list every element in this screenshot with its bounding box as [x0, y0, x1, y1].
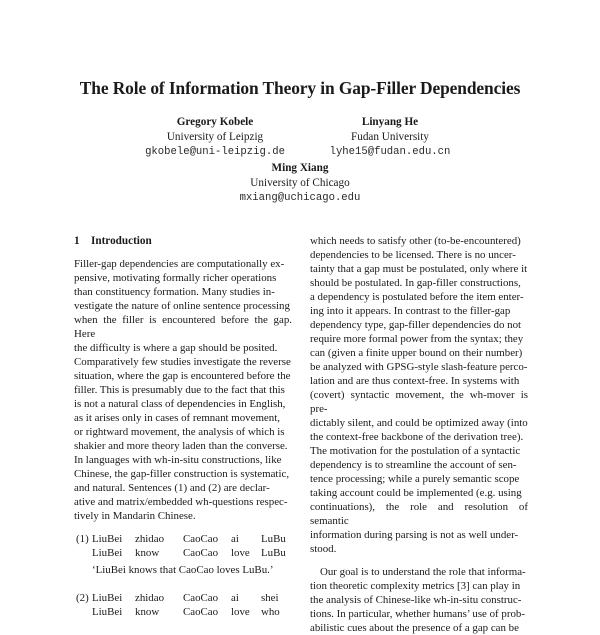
author-name: Ming Xiang [271, 162, 329, 174]
gloss-word: ai [231, 533, 239, 545]
text-line: be analyzed with GPSG-style slash-feature perco- [310, 361, 528, 373]
text-line: when the filler is encountered before the gap. Here [74, 314, 292, 340]
text-line: lation and are thus context-free. In systems with [310, 375, 520, 387]
example-2 [74, 591, 292, 619]
text-line: taking account could be implemented (e.g. using [310, 487, 522, 499]
author-name: Linyang He [361, 116, 419, 128]
author-affiliation: University of Leipzig [166, 131, 264, 143]
right-column [310, 234, 528, 635]
text-line: Filler-gap dependencies are computationally ex- [74, 258, 285, 270]
text-line: than constituency formation. Many studies in- [74, 286, 275, 298]
text-line: tence processing; while a purely semantic scope [310, 473, 520, 485]
example-source-line [92, 532, 292, 546]
example-1 [74, 532, 292, 577]
author-email: lyhe15@fudan.edu.cn [329, 146, 451, 158]
text-line: abilistic cues about the presence of a gap can be [310, 622, 519, 634]
author-block [300, 115, 480, 160]
section-number: 1 [74, 235, 80, 247]
gloss-word: know [135, 547, 160, 559]
author-name: Gregory Kobele [176, 116, 254, 128]
author-affiliation: University of Chicago [250, 177, 350, 189]
gloss-word: LiuBei [92, 592, 123, 604]
text-line: filler. This is presumably due to the fact that this [74, 384, 285, 396]
gloss-word: love [231, 606, 250, 618]
text-line: continuations), the role and resolution of semantic [310, 501, 528, 527]
author-email: mxiang@uchicago.edu [239, 192, 361, 204]
text-line: In languages with wh-in-situ constructions, like [74, 454, 282, 466]
text-line: and natural. Sentences (1) and (2) are declar- [74, 482, 270, 494]
text-line: dependency type, gap-filler dependencies do not [310, 319, 522, 331]
gloss-word: who [261, 606, 280, 618]
paragraph-goal [310, 565, 528, 635]
text-line: should be postulated. In gap-filler constructions, [310, 277, 521, 289]
text-line: a dependency is postulated before the item enter- [310, 291, 524, 303]
gloss-word: ai [231, 592, 239, 604]
gloss-word: LiuBei [92, 533, 123, 545]
author-block [200, 161, 400, 206]
text-line: pensive, motivating formally richer operations [74, 272, 277, 284]
text-line: The motivation for the postulation of a syntactic [310, 445, 521, 457]
gloss-word: zhidao [135, 592, 165, 604]
example-gloss-line [92, 605, 292, 619]
author-block [120, 115, 310, 160]
text-line: tions. In particular, whether humans’ use of prob- [310, 608, 525, 620]
paragraph-continuation [310, 234, 528, 556]
gloss-word: LiuBei [92, 606, 123, 618]
text-line: Chinese, the gap-filler construction is systematic, [74, 468, 290, 480]
text-line: dictably silent, and could be optimized away (into [310, 417, 528, 429]
text-line: stood. [310, 543, 337, 555]
text-line: the difficulty is where a gap should be posited. [74, 342, 278, 354]
gloss-word: zhidao [135, 533, 165, 545]
text-line: the analysis of Chinese-like wh-in-situ construc- [310, 594, 522, 606]
gloss-word: LuBu [261, 547, 286, 559]
text-line: require more formal power from the syntax; they [310, 333, 524, 345]
section-heading [74, 234, 292, 248]
text-line: information during parsing is not as well under- [310, 529, 519, 541]
gloss-word: CaoCao [183, 547, 219, 559]
gloss-word: CaoCao [183, 592, 219, 604]
gloss-word: shei [261, 592, 279, 604]
text-line: which needs to satisfy other (to-be-encountered) [310, 235, 521, 247]
text-line: can (given a finite upper bound on their number) [310, 347, 523, 359]
text-line: tively in Mandarin Chinese. [74, 510, 196, 522]
author-email: gkobele@uni-leipzig.de [145, 146, 285, 158]
section-title: Introduction [91, 235, 152, 247]
text-line: tainty that a gap must be postulated, only where it [310, 263, 528, 275]
text-line: is not a natural class of dependencies in English, [74, 398, 286, 410]
text-line: ative and matrix/embedded wh-questions respec- [74, 496, 288, 508]
author-affiliation: Fudan University [351, 131, 429, 143]
gloss-word: LiuBei [92, 547, 123, 559]
text-line: or rightward movement, the analysis of which is [74, 426, 285, 438]
text-line: shakier and more theory laden than the converse. [74, 440, 288, 452]
example-translation: ‘LiuBei knows that CaoCao loves LuBu.’ [92, 564, 274, 576]
example-label: (1) [76, 533, 89, 545]
text-line: situation, where the gap is encountered before the [74, 370, 291, 382]
text-line: ing into it appears. In contrast to the filler-gap [310, 305, 511, 317]
left-column [74, 234, 292, 619]
example-gloss-line [92, 546, 292, 560]
text-line: the context-free backbone of the derivation tree). [310, 431, 524, 443]
text-line: dependencies to be licensed. There is no uncer- [310, 249, 516, 261]
gloss-word: LuBu [261, 533, 286, 545]
gloss-word: love [231, 547, 250, 559]
gloss-word: know [135, 606, 160, 618]
text-line: Comparatively few studies investigate the reverse [74, 356, 291, 368]
text-line: vestigate the nature of online sentence processing [74, 300, 290, 312]
intro-paragraph [74, 257, 292, 523]
gloss-word: CaoCao [183, 606, 219, 618]
paper-title: The Role of Information Theory in Gap-Filler Dependencies [79, 78, 521, 98]
example-label: (2) [76, 592, 89, 604]
gloss-word: CaoCao [183, 533, 219, 545]
text-line: Our goal is to understand the role that informa- [320, 566, 526, 578]
text-line: tion theoretic complexity metrics [3] can play in [310, 580, 521, 592]
example-source-line [92, 591, 292, 605]
text-line: (covert) syntactic movement, the wh-mover is pre- [310, 389, 528, 415]
text-line: as it arises only in cases of remnant movement, [74, 412, 280, 424]
text-line: dependency is to streamline the account of sen- [310, 459, 517, 471]
